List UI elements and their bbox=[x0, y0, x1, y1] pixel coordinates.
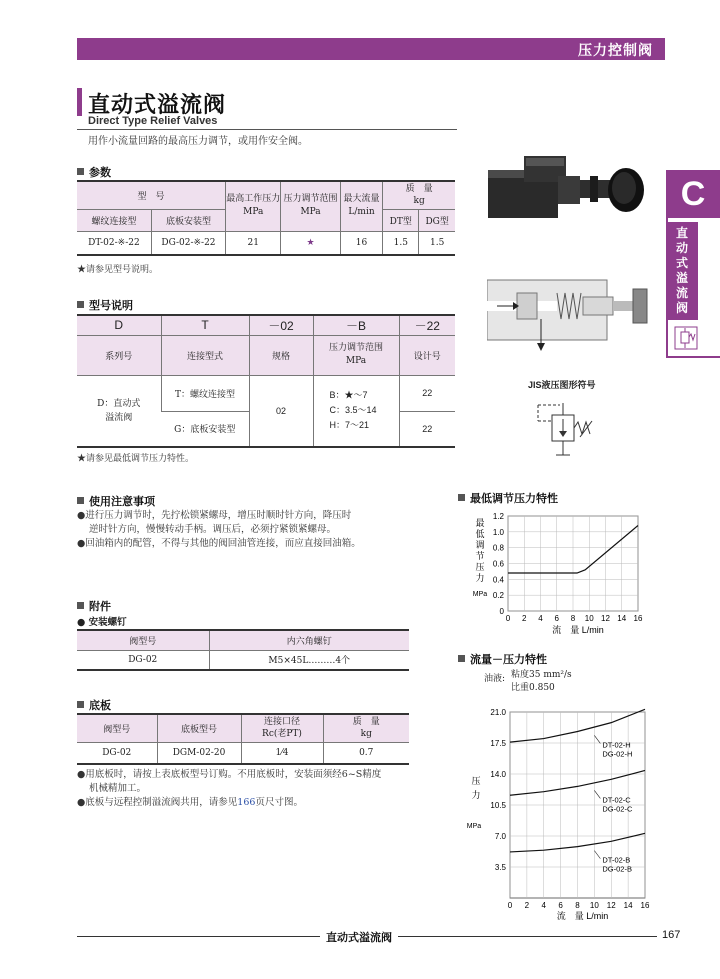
page-title: 直动式溢流阀 bbox=[88, 93, 227, 118]
valve-photo bbox=[478, 150, 658, 230]
max-pressure-header: 最高工作压力 MPa bbox=[226, 181, 281, 231]
x-tick-label: 16 bbox=[633, 614, 643, 623]
y-tick-label: 17.5 bbox=[490, 739, 506, 748]
label-connection: 连接型式 bbox=[161, 335, 249, 375]
page-link[interactable]: 166 bbox=[237, 797, 256, 808]
pressure-range-header: 压力调节范围 MPa bbox=[281, 181, 340, 231]
oil-viscosity: 粘度35 mm²/s bbox=[511, 670, 572, 680]
x-tick-label: 12 bbox=[601, 614, 610, 623]
series-leader-H bbox=[594, 735, 600, 743]
jis-label: JIS液压图形符号 bbox=[528, 380, 596, 390]
x-tick-label: 12 bbox=[606, 901, 616, 910]
y-tick-label: 0.6 bbox=[492, 559, 504, 569]
dg-mass: 1.5 bbox=[419, 231, 455, 255]
x-tick-label: 10 bbox=[589, 901, 599, 910]
plate-model-header: 底板型号 bbox=[157, 714, 241, 742]
footer-title: 直动式溢流阀 bbox=[320, 929, 398, 945]
usage-bullet-1: ●进行压力调节时，先拧松锁紧螺母，增压时顺时针方向，降压时 bbox=[77, 510, 352, 521]
valve-symbol-icon bbox=[672, 324, 700, 352]
y-tick-label: 14.0 bbox=[490, 770, 506, 779]
acc-screw-header: 内六角螺钉 bbox=[209, 630, 409, 650]
x-tick-label: 14 bbox=[617, 614, 627, 623]
label-design: 设计号 bbox=[399, 335, 455, 375]
range-h: H：7～21 bbox=[329, 420, 370, 431]
thread-model: DT-02-※-22 bbox=[77, 231, 151, 255]
plate-port: 1⁄4 bbox=[241, 742, 323, 764]
oil-label: 油液: bbox=[484, 674, 506, 684]
code-range: －B bbox=[313, 315, 399, 335]
thread-header: 螺纹连接型 bbox=[77, 209, 151, 231]
model-note: ★请参见最低调节压力特性。 bbox=[77, 454, 195, 464]
x-tick-label: 0 bbox=[507, 901, 513, 910]
model-header: 型 号 bbox=[77, 181, 226, 209]
acc-valve-header: 阀型号 bbox=[77, 630, 209, 650]
label-range: 压力调节范围 MPa bbox=[313, 335, 399, 375]
dg-header: DG型 bbox=[419, 209, 455, 231]
y-axis-unit: MPa bbox=[466, 823, 482, 830]
series-label-B-dg: DG-02-B bbox=[602, 864, 632, 874]
header-band bbox=[77, 38, 665, 60]
y-tick-label: 7.0 bbox=[494, 832, 506, 841]
flow-pressure-heading: 流量－压力特性 bbox=[458, 651, 547, 667]
page-title-english: Direct Type Relief Valves bbox=[88, 115, 218, 127]
x-tick-label: 16 bbox=[640, 901, 650, 910]
table-row bbox=[77, 742, 409, 764]
page-subtitle: 用作小流量回路的最高压力调节，或用作安全阀。 bbox=[88, 136, 308, 147]
y-tick-label: 10.5 bbox=[490, 801, 506, 810]
code-size: －02 bbox=[249, 315, 313, 335]
category-title: 压力控制阀 bbox=[578, 43, 653, 59]
usage-bullet-2: ●回油箱内的配管，不得与其他的阀回油管连接，而应直接回油箱。 bbox=[77, 538, 361, 549]
usage-bullet-1-cont: 逆时针方向，慢慢转动手柄。调压后，必须拧紧锁紧螺母。 bbox=[89, 524, 337, 535]
conn-plate: G：底板安装型 bbox=[161, 411, 249, 447]
x-axis-label: 流 量 L/min bbox=[556, 911, 609, 920]
section-letter: C bbox=[666, 170, 720, 218]
accessories-table bbox=[77, 629, 409, 671]
y-axis-label: 压力 bbox=[471, 776, 481, 800]
side-text: 直 动 式 溢 流 阀 bbox=[675, 226, 688, 315]
flow-pressure-chart bbox=[458, 700, 658, 920]
code-design: －22 bbox=[399, 315, 455, 335]
plate-model: DGM-02-20 bbox=[157, 742, 241, 764]
x-tick-label: 8 bbox=[570, 614, 576, 623]
plate-note-1: ●用底板时，请按上表底板型号订购。不用底板时，安装面须经6~S精度 bbox=[77, 769, 382, 780]
plate-header: 底板安装型 bbox=[151, 209, 225, 231]
accessories-heading: 附件 bbox=[77, 598, 111, 614]
plate-mass: 0.7 bbox=[323, 742, 409, 764]
mass-header: 质 量 kg bbox=[383, 181, 455, 209]
table-row bbox=[77, 650, 409, 670]
pressure-range: ★ bbox=[281, 231, 340, 255]
series-leader-C bbox=[594, 790, 600, 798]
plate-note-1-cont: 机械精加工。 bbox=[89, 783, 147, 794]
y-axis-unit: MPa bbox=[472, 591, 488, 598]
params-note: ★请参见型号说明。 bbox=[77, 265, 159, 275]
label-size: 规格 bbox=[249, 335, 313, 375]
params-heading: 参数 bbox=[77, 164, 111, 180]
y-tick-label: 3.5 bbox=[494, 863, 506, 872]
series-leader-B bbox=[594, 851, 600, 859]
range-c: C：3.5～14 bbox=[329, 405, 377, 416]
title-divider bbox=[77, 129, 457, 130]
screws-subheading: ● 安装螺钉 bbox=[77, 617, 127, 628]
design-value-1: 22 bbox=[399, 375, 455, 411]
usage-heading: 使用注意事项 bbox=[77, 493, 155, 509]
plate-port-header: 连接口径 Rc(老PT) bbox=[241, 714, 323, 742]
y-tick-label: 1.2 bbox=[492, 512, 504, 521]
y-tick-label: 1.0 bbox=[492, 527, 504, 537]
table-row bbox=[77, 231, 455, 255]
y-axis-label: 最低调节压力 bbox=[475, 518, 485, 583]
x-tick-label: 6 bbox=[558, 901, 563, 910]
oil-gravity: 比重0.850 bbox=[511, 683, 555, 693]
label-series: 系列号 bbox=[77, 335, 161, 375]
plate-valve: DG-02 bbox=[77, 742, 157, 764]
acc-valve-model: DG-02 bbox=[77, 650, 209, 670]
x-axis-label: 流 量 L/min bbox=[552, 625, 604, 635]
plate-note-2: ●底板与远程控制溢流阀共用，请参见166页尺寸图。 bbox=[77, 797, 303, 808]
plate-heading: 底板 bbox=[77, 697, 111, 713]
dt-mass: 1.5 bbox=[383, 231, 419, 255]
y-tick-label: 21.0 bbox=[490, 708, 506, 717]
series-label-C-dt: DT-02-C bbox=[602, 795, 631, 805]
x-tick-label: 4 bbox=[538, 614, 543, 623]
title-accent bbox=[77, 88, 82, 116]
plate-mass-header: 质 量 kg bbox=[323, 714, 409, 742]
max-pressure: 21 bbox=[226, 231, 281, 255]
x-tick-label: 2 bbox=[524, 901, 530, 910]
params-table bbox=[77, 180, 455, 256]
y-tick-label: 0.4 bbox=[492, 575, 504, 585]
x-tick-label: 10 bbox=[584, 614, 594, 623]
plate-table bbox=[77, 713, 409, 765]
series-label-C-dg: DG-02-C bbox=[602, 804, 633, 814]
series-value: D：直动式 溢流阀 bbox=[77, 375, 161, 447]
acc-screw-spec: M5×45L………4个 bbox=[209, 650, 409, 670]
series-label-H-dg: DG-02-H bbox=[602, 749, 633, 759]
y-tick-label: 0.8 bbox=[492, 543, 504, 553]
design-value-2: 22 bbox=[399, 411, 455, 447]
max-flow-header: 最大流量 L/min bbox=[340, 181, 382, 231]
x-tick-label: 14 bbox=[623, 901, 633, 910]
x-tick-label: 0 bbox=[505, 614, 511, 623]
x-tick-label: 8 bbox=[575, 901, 580, 910]
x-tick-label: 2 bbox=[522, 614, 527, 623]
dt-header: DT型 bbox=[383, 209, 419, 231]
conn-thread: T：螺纹连接型 bbox=[161, 375, 249, 411]
model-table bbox=[77, 314, 455, 448]
size-value: 02 bbox=[249, 375, 313, 447]
model-heading: 型号说明 bbox=[77, 297, 133, 313]
page-number: 167 bbox=[662, 929, 681, 941]
code-connection: T bbox=[161, 315, 249, 335]
section-side-text bbox=[666, 222, 698, 320]
plate-model: DG-02-※-22 bbox=[151, 231, 225, 255]
plate-valve-header: 阀型号 bbox=[77, 714, 157, 742]
valve-cross-section bbox=[487, 275, 657, 355]
max-flow: 16 bbox=[340, 231, 382, 255]
jis-symbol bbox=[530, 397, 610, 467]
range-values bbox=[313, 375, 399, 447]
x-tick-label: 4 bbox=[541, 901, 546, 910]
x-tick-label: 6 bbox=[554, 614, 559, 623]
series-label-B-dt: DT-02-B bbox=[602, 855, 631, 865]
series-label-H-dt: DT-02-H bbox=[602, 740, 631, 750]
y-tick-label: 0.2 bbox=[492, 591, 504, 601]
code-series: D bbox=[77, 315, 161, 335]
y-tick-label: 0 bbox=[499, 607, 504, 616]
min-pressure-chart bbox=[458, 506, 658, 636]
min-pressure-heading: 最低调节压力特性 bbox=[458, 490, 558, 506]
range-b: B：★～7 bbox=[329, 390, 368, 401]
